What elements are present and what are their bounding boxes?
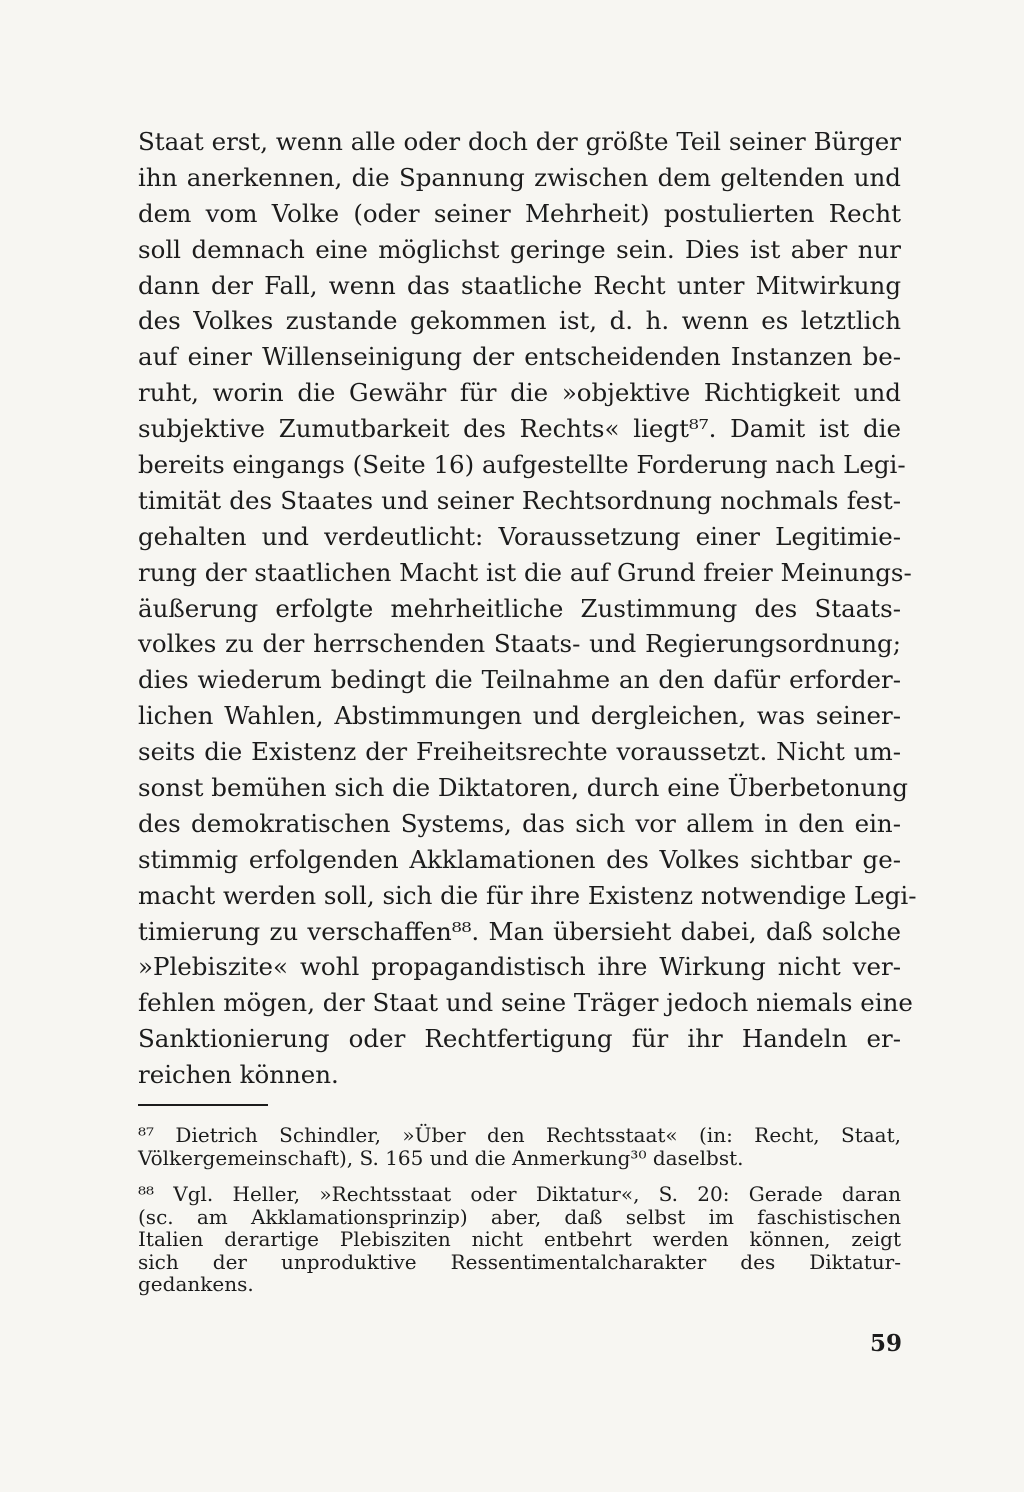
body-line: dem vom Volke (oder seiner Mehrheit) postulierten Recht: [138, 198, 901, 228]
body-line: lichen Wahlen, Abstimmungen und dergleichen, was seiner-: [138, 701, 901, 731]
body-line: ihn anerkennen, die Spannung zwischen dem geltenden und: [138, 162, 901, 192]
body-line: Staat erst, wenn alle oder doch der größte Teil seiner Bürger: [138, 127, 901, 156]
body-line: subjektive Zumutbarkeit des Rechts« liegt⁸⁷. Damit ist die: [138, 414, 901, 444]
body-line: des Volkes zustande gekommen ist, d. h. wenn es letztlich: [138, 306, 901, 336]
footnote-divider: [138, 1104, 268, 1106]
body-line: volkes zu der herrschenden Staats- und Regierungsordnung;: [138, 629, 901, 659]
body-line: fehlen mögen, der Staat und seine Träger jedoch niemals eine: [138, 988, 913, 1018]
footnote-line: ⁸⁷ Dietrich Schindler, »Über den Rechtsstaat« (in: Recht, Staat,: [138, 1123, 901, 1147]
body-line: äußerung erfolgte mehrheitliche Zustimmung des Staats-: [138, 593, 901, 623]
body-text: [138, 124, 917, 1093]
footnote-line: sich der unproduktive Ressentimentalcharakter des Diktatur-: [138, 1249, 901, 1274]
body-line: soll demnach eine möglichst geringe sein. Dies ist aber nur: [138, 234, 901, 264]
footnote-line: ⁸⁸ Vgl. Heller, »Rechtsstaat oder Diktatur«, S. 20: Gerade daran: [138, 1182, 901, 1206]
footnote: [138, 1124, 901, 1169]
body-line: seits die Existenz der Freiheitsrechte voraussetzt. Nicht um-: [138, 737, 901, 767]
footnote-line: gedankens.: [138, 1272, 254, 1296]
body-line: dies wiederum bedingt die Teilnahme an den dafür erforder-: [138, 665, 901, 695]
body-line: auf einer Willenseinigung der entscheidenden Instanzen be-: [138, 342, 901, 372]
body-line: bereits eingangs (Seite 16) aufgestellte Forderung nach Legi-: [138, 450, 906, 480]
body-line: reichen können.: [138, 1060, 339, 1090]
footnotes: [138, 1124, 901, 1296]
page-number: 59: [869, 1330, 902, 1357]
footnote-line: Italien derartige Plebisziten nicht entbehrt werden können, zeigt: [138, 1227, 901, 1251]
body-line: timität des Staates und seiner Rechtsordnung nochmals fest-: [138, 485, 901, 515]
body-line: des demokratischen Systems, das sich vor allem in den ein-: [138, 808, 901, 838]
body-line: macht werden soll, sich die für ihre Existenz notwendige Legi-: [138, 880, 917, 910]
body-line: gehalten und verdeutlicht: Voraussetzung einer Legitimie-: [138, 521, 901, 551]
footnote: [138, 1183, 901, 1296]
body-line: rung der staatlichen Macht ist die auf Grund freier Meinungs-: [138, 557, 912, 587]
body-line: Sanktionierung oder Rechtfertigung für ihr Handeln er-: [138, 1024, 901, 1054]
body-line: ruht, worin die Gewähr für die »objektive Richtigkeit und: [138, 378, 901, 408]
body-line: »Plebiszite« wohl propagandistisch ihre Wirkung nicht ver-: [138, 952, 901, 982]
body-line: timierung zu verschaffen⁸⁸. Man übersieht dabei, daß solche: [138, 916, 901, 946]
footnote-line: Völkergemeinschaft), S. 165 und die Anmerkung³⁰ daselbst.: [138, 1145, 744, 1170]
body-line: dann der Fall, wenn das staatliche Recht unter Mitwirkung: [138, 270, 901, 300]
body-line: stimmig erfolgenden Akklamationen des Volkes sichtbar ge-: [138, 844, 901, 874]
body-line: sonst bemühen sich die Diktatoren, durch eine Überbetonung: [138, 773, 908, 803]
footnote-line: (sc. am Akklamationsprinzip) aber, daß selbst im faschistischen: [138, 1204, 901, 1229]
